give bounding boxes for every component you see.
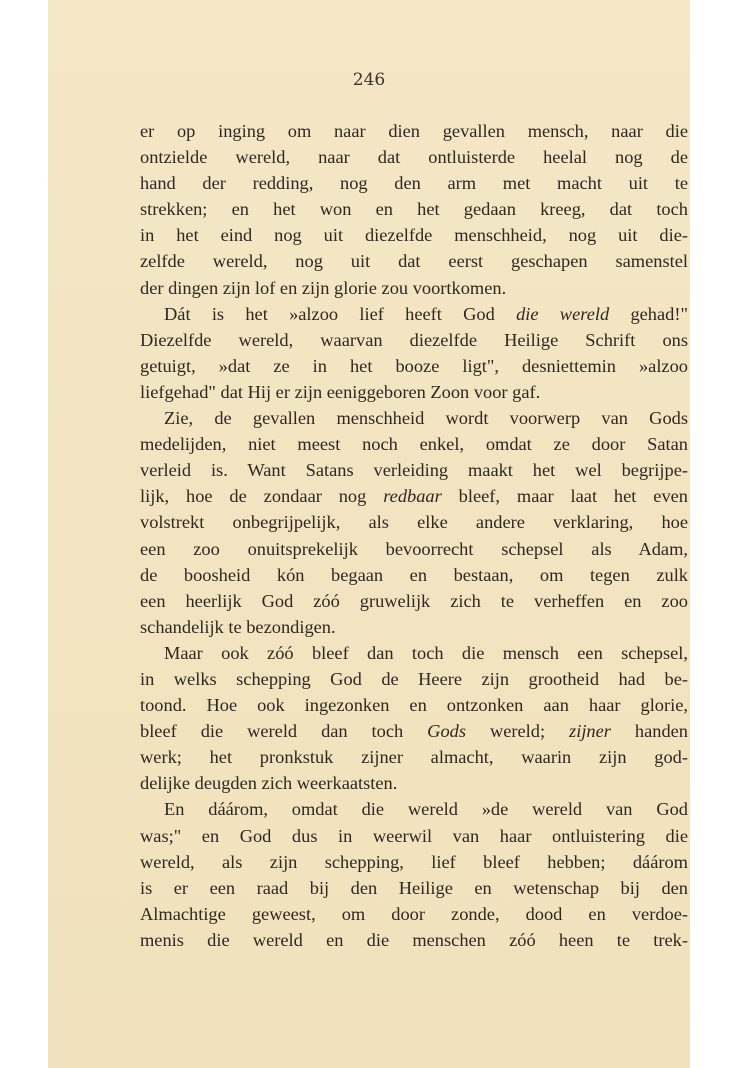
text-line: Diezelfde wereld, waarvan diezelfde Heilige Schrift ons <box>140 329 688 350</box>
text-line: der dingen zijn lof en zijn glorie zou voortkomen. <box>140 277 507 298</box>
text-line: in welks schepping God de Heere zijn grootheid had be- <box>140 668 688 689</box>
text-line: Maar ook zóó bleef dan toch die mensch een schepsel, <box>164 642 688 663</box>
text-line: was;" en God dus in weerwil van haar ontluistering die <box>140 825 688 846</box>
text-line: En dáárom, omdat die wereld »de wereld van God <box>164 799 688 820</box>
text-line: volstrekt onbegrijpelijk, als elke andere verklaring, hoe <box>140 512 688 533</box>
text-line: schandelijk te bezondigen. <box>140 616 336 637</box>
text-line: Dát is het »alzoo lief heeft God die wereld gehad!" <box>164 303 688 324</box>
text-line: in het eind nog uit diezelfde menschheid, nog uit die- <box>140 225 688 246</box>
text-line: medelijden, niet meest noch enkel, omdat ze door Satan <box>140 434 688 455</box>
text-line: een zoo onuitsprekelijk bevoorrecht schepsel als Adam, <box>140 538 688 559</box>
text-line: liefgehad" dat Hij er zijn eeniggeboren Zoon voor gaf. <box>140 381 541 402</box>
page-number: 246 <box>352 70 386 90</box>
text-line: is er een raad bij den Heilige en wetenschap bij den <box>140 877 688 898</box>
text-line: Almachtige geweest, om door zonde, dood en verdoe- <box>140 903 688 924</box>
text-line: verleid is. Want Satans verleiding maakt het wel begrijpe- <box>140 460 688 481</box>
text-line: een heerlijk God zóó gruwelijk zich te verheffen en zoo <box>140 590 688 611</box>
text-line: bleef die wereld dan toch Gods wereld; zijner handen <box>140 721 688 742</box>
body-text <box>140 118 688 953</box>
text-line: toond. Hoe ook ingezonken en ontzonken aan haar glorie, <box>140 695 688 716</box>
book-page <box>48 0 690 1068</box>
text-line: hand der redding, nog den arm met macht uit te <box>140 173 688 194</box>
text-line: strekken; en het won en het gedaan kreeg, dat toch <box>140 199 688 220</box>
text-line: Zie, de gevallen menschheid wordt voorwerp van Gods <box>164 408 688 429</box>
text-line: menis die wereld en die menschen zóó heen te trek- <box>140 929 688 950</box>
text-line: wereld, als zijn schepping, lief bleef hebben; dáárom <box>140 851 688 872</box>
text-line: getuigt, »dat ze in het booze ligt", desniettemin »alzoo <box>140 355 688 376</box>
text-line: werk; het pronkstuk zijner almacht, waarin zijn god- <box>140 747 688 768</box>
text-line: zelfde wereld, nog uit dat eerst geschapen samenstel <box>140 251 688 272</box>
text-line: lijk, hoe de zondaar nog redbaar bleef, maar laat het even <box>140 486 688 507</box>
text-line: de boosheid kón begaan en bestaan, om tegen zulk <box>140 564 688 585</box>
text-line: delijke deugden zich weerkaatsten. <box>140 773 398 794</box>
text-line: ontzielde wereld, naar dat ontluisterde heelal nog de <box>140 147 688 168</box>
text-line: er op inging om naar dien gevallen mensch, naar die <box>140 121 688 141</box>
